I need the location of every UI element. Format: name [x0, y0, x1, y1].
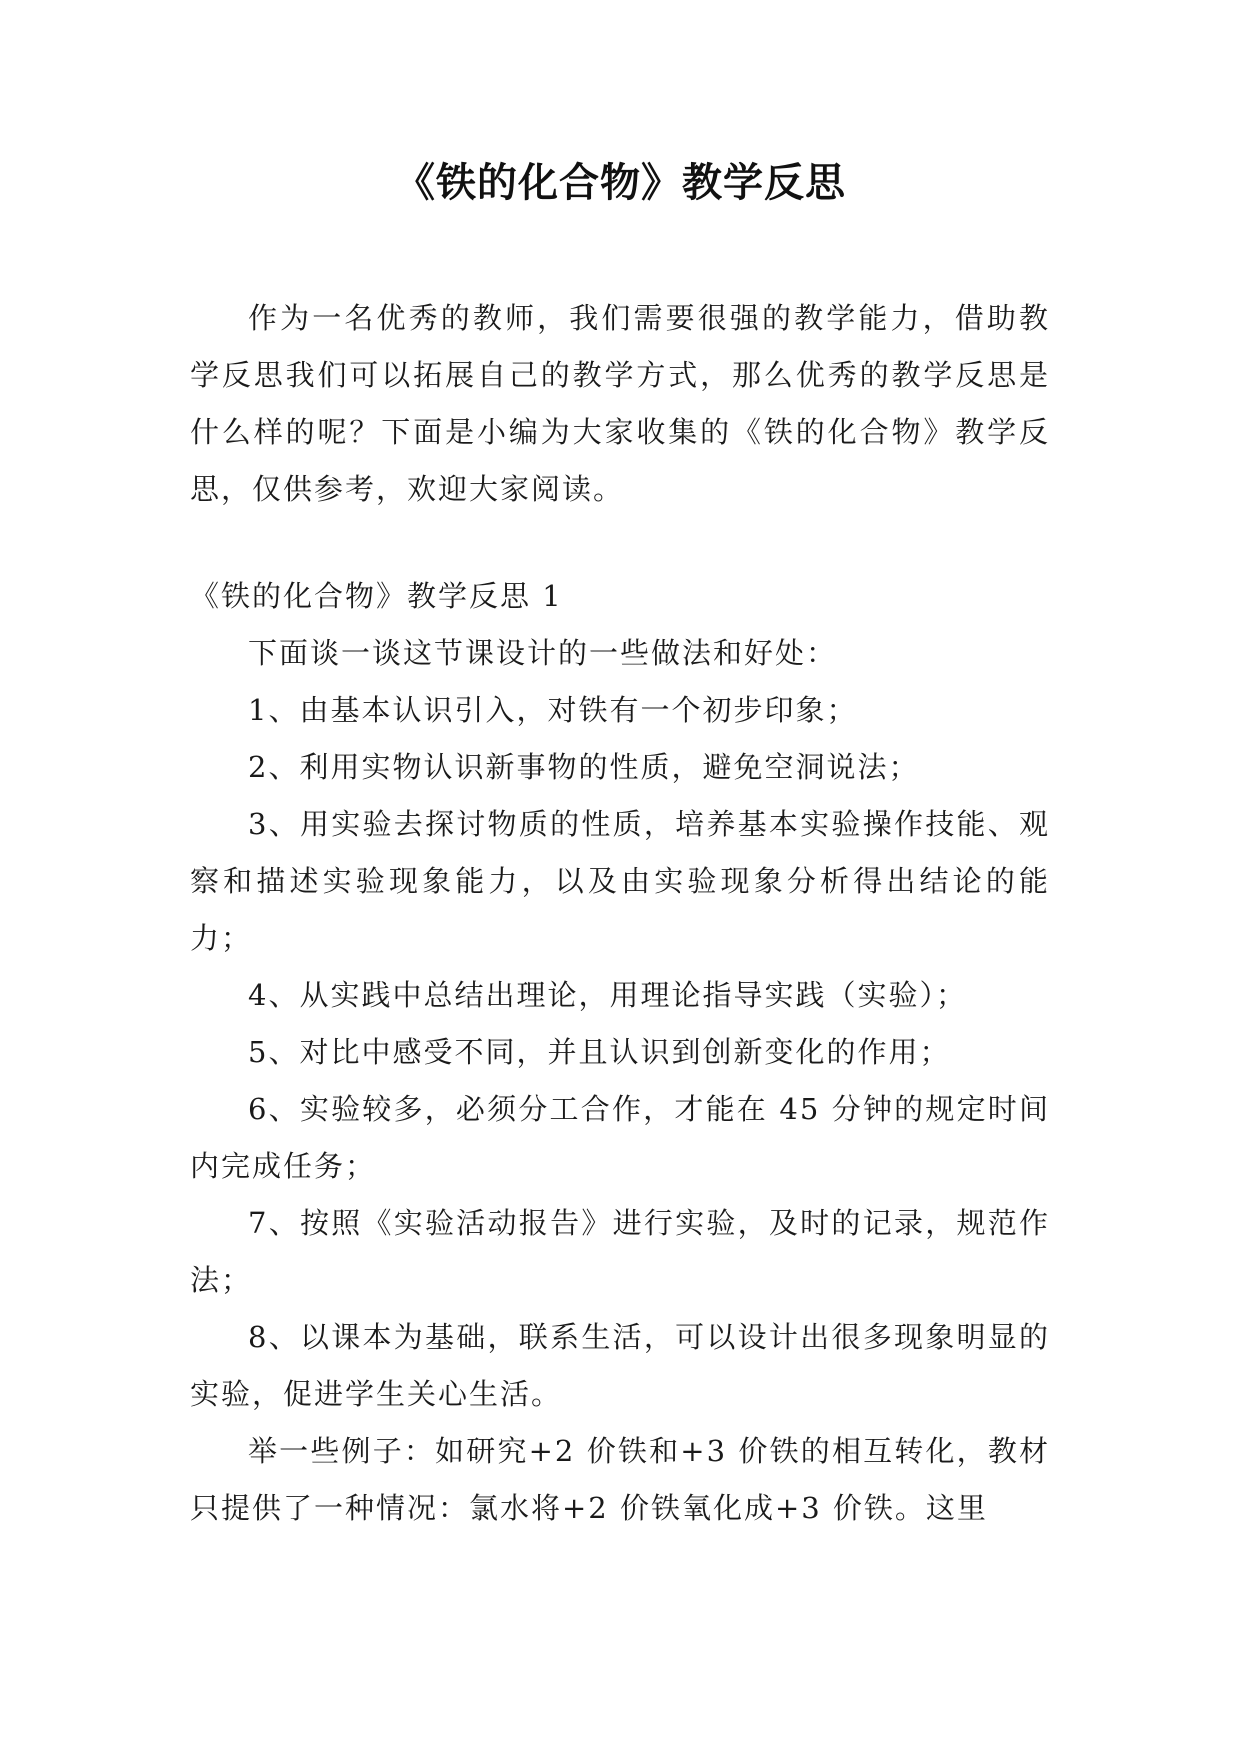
- list-item-4: 4、从实践中总结出理论，用理论指导实践（实验）；: [248, 978, 967, 1012]
- list-item-2: 2、利用实物认识新事物的性质，避免空洞说法；: [248, 750, 920, 784]
- list-item-7: 7、按照《实验活动报告》进行实验，及时的记录，规范作法；: [190, 1206, 1050, 1297]
- section-heading: 《铁的化合物》教学反思 1: [190, 579, 563, 613]
- body-paragraph: 下面谈一谈这节课设计的一些做法和好处：: [248, 636, 838, 670]
- list-item-8: 8、以课本为基础，联系生活，可以设计出很多现象明显的实验，促进学生关心生活。: [190, 1320, 1050, 1411]
- intro-paragraph: 作为一名优秀的教师，我们需要很强的教学能力，借助教学反思我们可以拓展自己的教学方式，那么优秀的教学反思是什么样的呢？下面是小编为大家收集的《铁的化合物》教学反思，仅供参考，欢迎大家阅读。: [190, 301, 1050, 506]
- list-item-5: 5、对比中感受不同，并且认识到创新变化的作用；: [248, 1035, 951, 1069]
- list-item-6: 6、实验较多，必须分工合作，才能在 45 分钟的规定时间内完成任务；: [190, 1092, 1050, 1183]
- document-title: 《铁的化合物》教学反思: [395, 160, 846, 206]
- list-item-3: 3、用实验去探讨物质的性质，培养基本实验操作技能、观察和描述实验现象能力，以及由实验现象分析得出结论的能力；: [190, 807, 1050, 955]
- body-paragraph-examples: 举一些例子：如研究+2 价铁和+3 价铁的相互转化，教材只提供了一种情况：氯水将+2 价铁氧化成+3 价铁。这里: [190, 1434, 1050, 1525]
- list-item-1: 1、由基本认识引入，对铁有一个初步印象；: [248, 693, 858, 727]
- document-body: [190, 290, 1050, 1537]
